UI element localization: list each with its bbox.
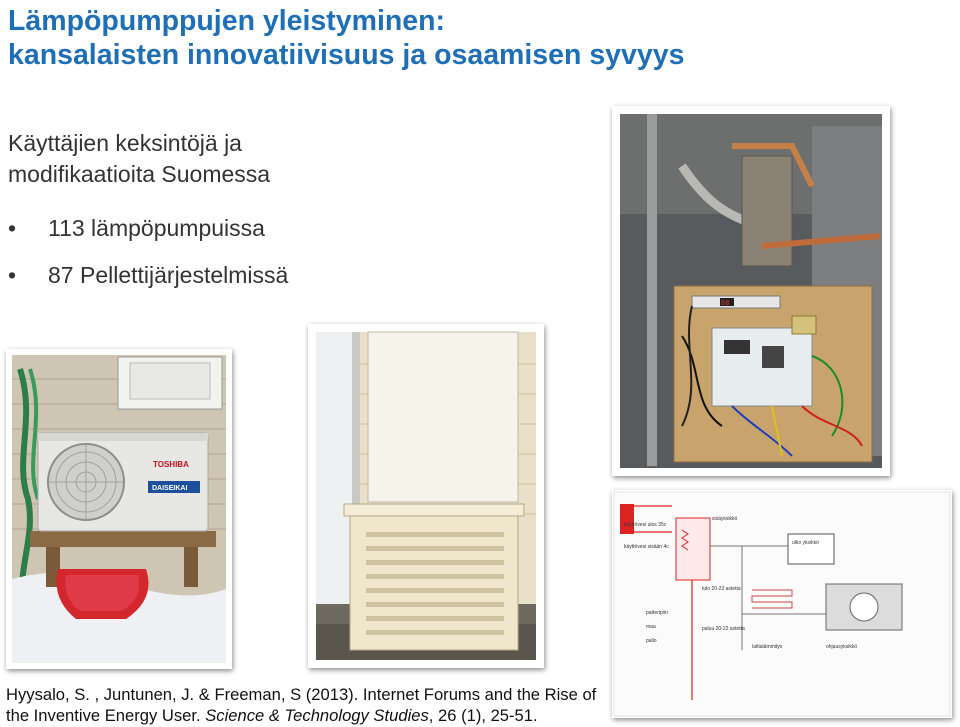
circuit-board-photo <box>612 106 890 476</box>
toshiba-logo: TOSHIBA <box>153 460 189 469</box>
slide-title <box>8 4 948 72</box>
bullet-item: • 113 lämpöpumpuissa <box>8 205 288 252</box>
schematic-label: käyttövesi sisään 4c <box>624 544 669 550</box>
schematic-label: ulko yksikkö <box>792 540 819 546</box>
citation-authors-title: the Inventive Energy User. <box>6 706 206 725</box>
citation-journal: Science & Technology Studies <box>205 706 429 725</box>
schematic-label: lattialämmitys <box>752 644 783 650</box>
bullet-item: • 87 Pellettijärjestelmissä <box>8 252 288 299</box>
schematic-label: tulo 20-22 astetta <box>702 586 741 592</box>
enclosure-photo <box>308 324 544 668</box>
schematic-label: maa <box>646 624 656 630</box>
schematic-label: ohjausyksikkö <box>826 644 858 650</box>
schematic-label: patteripiiri <box>646 610 668 616</box>
schematic-label: paluu 20-22 astetta <box>702 626 745 632</box>
schematic-label: käyttövesi ulos 35c <box>624 522 667 528</box>
subtitle <box>8 128 270 190</box>
schematic-label: pallo <box>646 638 657 644</box>
subtitle-line-2: modifikaatioita Suomessa <box>8 161 271 187</box>
title-line-1: Lämpöpumppujen yleistyminen: <box>8 5 446 37</box>
board-display: 88 <box>721 300 730 308</box>
citation <box>6 684 606 726</box>
schematic-diagram <box>612 490 952 718</box>
heat-pump-unit-photo <box>6 349 232 669</box>
citation-volume: , 26 (1), 25-51. <box>428 706 538 725</box>
schematic-label: sisäyksikkö <box>712 516 738 522</box>
subtitle-line-1: Käyttäjien keksintöjä ja <box>8 130 242 156</box>
daiseikai-logo: DAISEIKAI <box>152 485 188 492</box>
citation-line-2 <box>6 706 538 725</box>
citation-line-1: Hyysalo, S. , Juntunen, J. & Freeman, S (2013). Internet Forums and the Rise of <box>6 685 597 704</box>
bullet-list <box>8 205 288 299</box>
title-line-2: kansalaisten innovatiivisuus ja osaamisen syvyys <box>8 39 685 71</box>
